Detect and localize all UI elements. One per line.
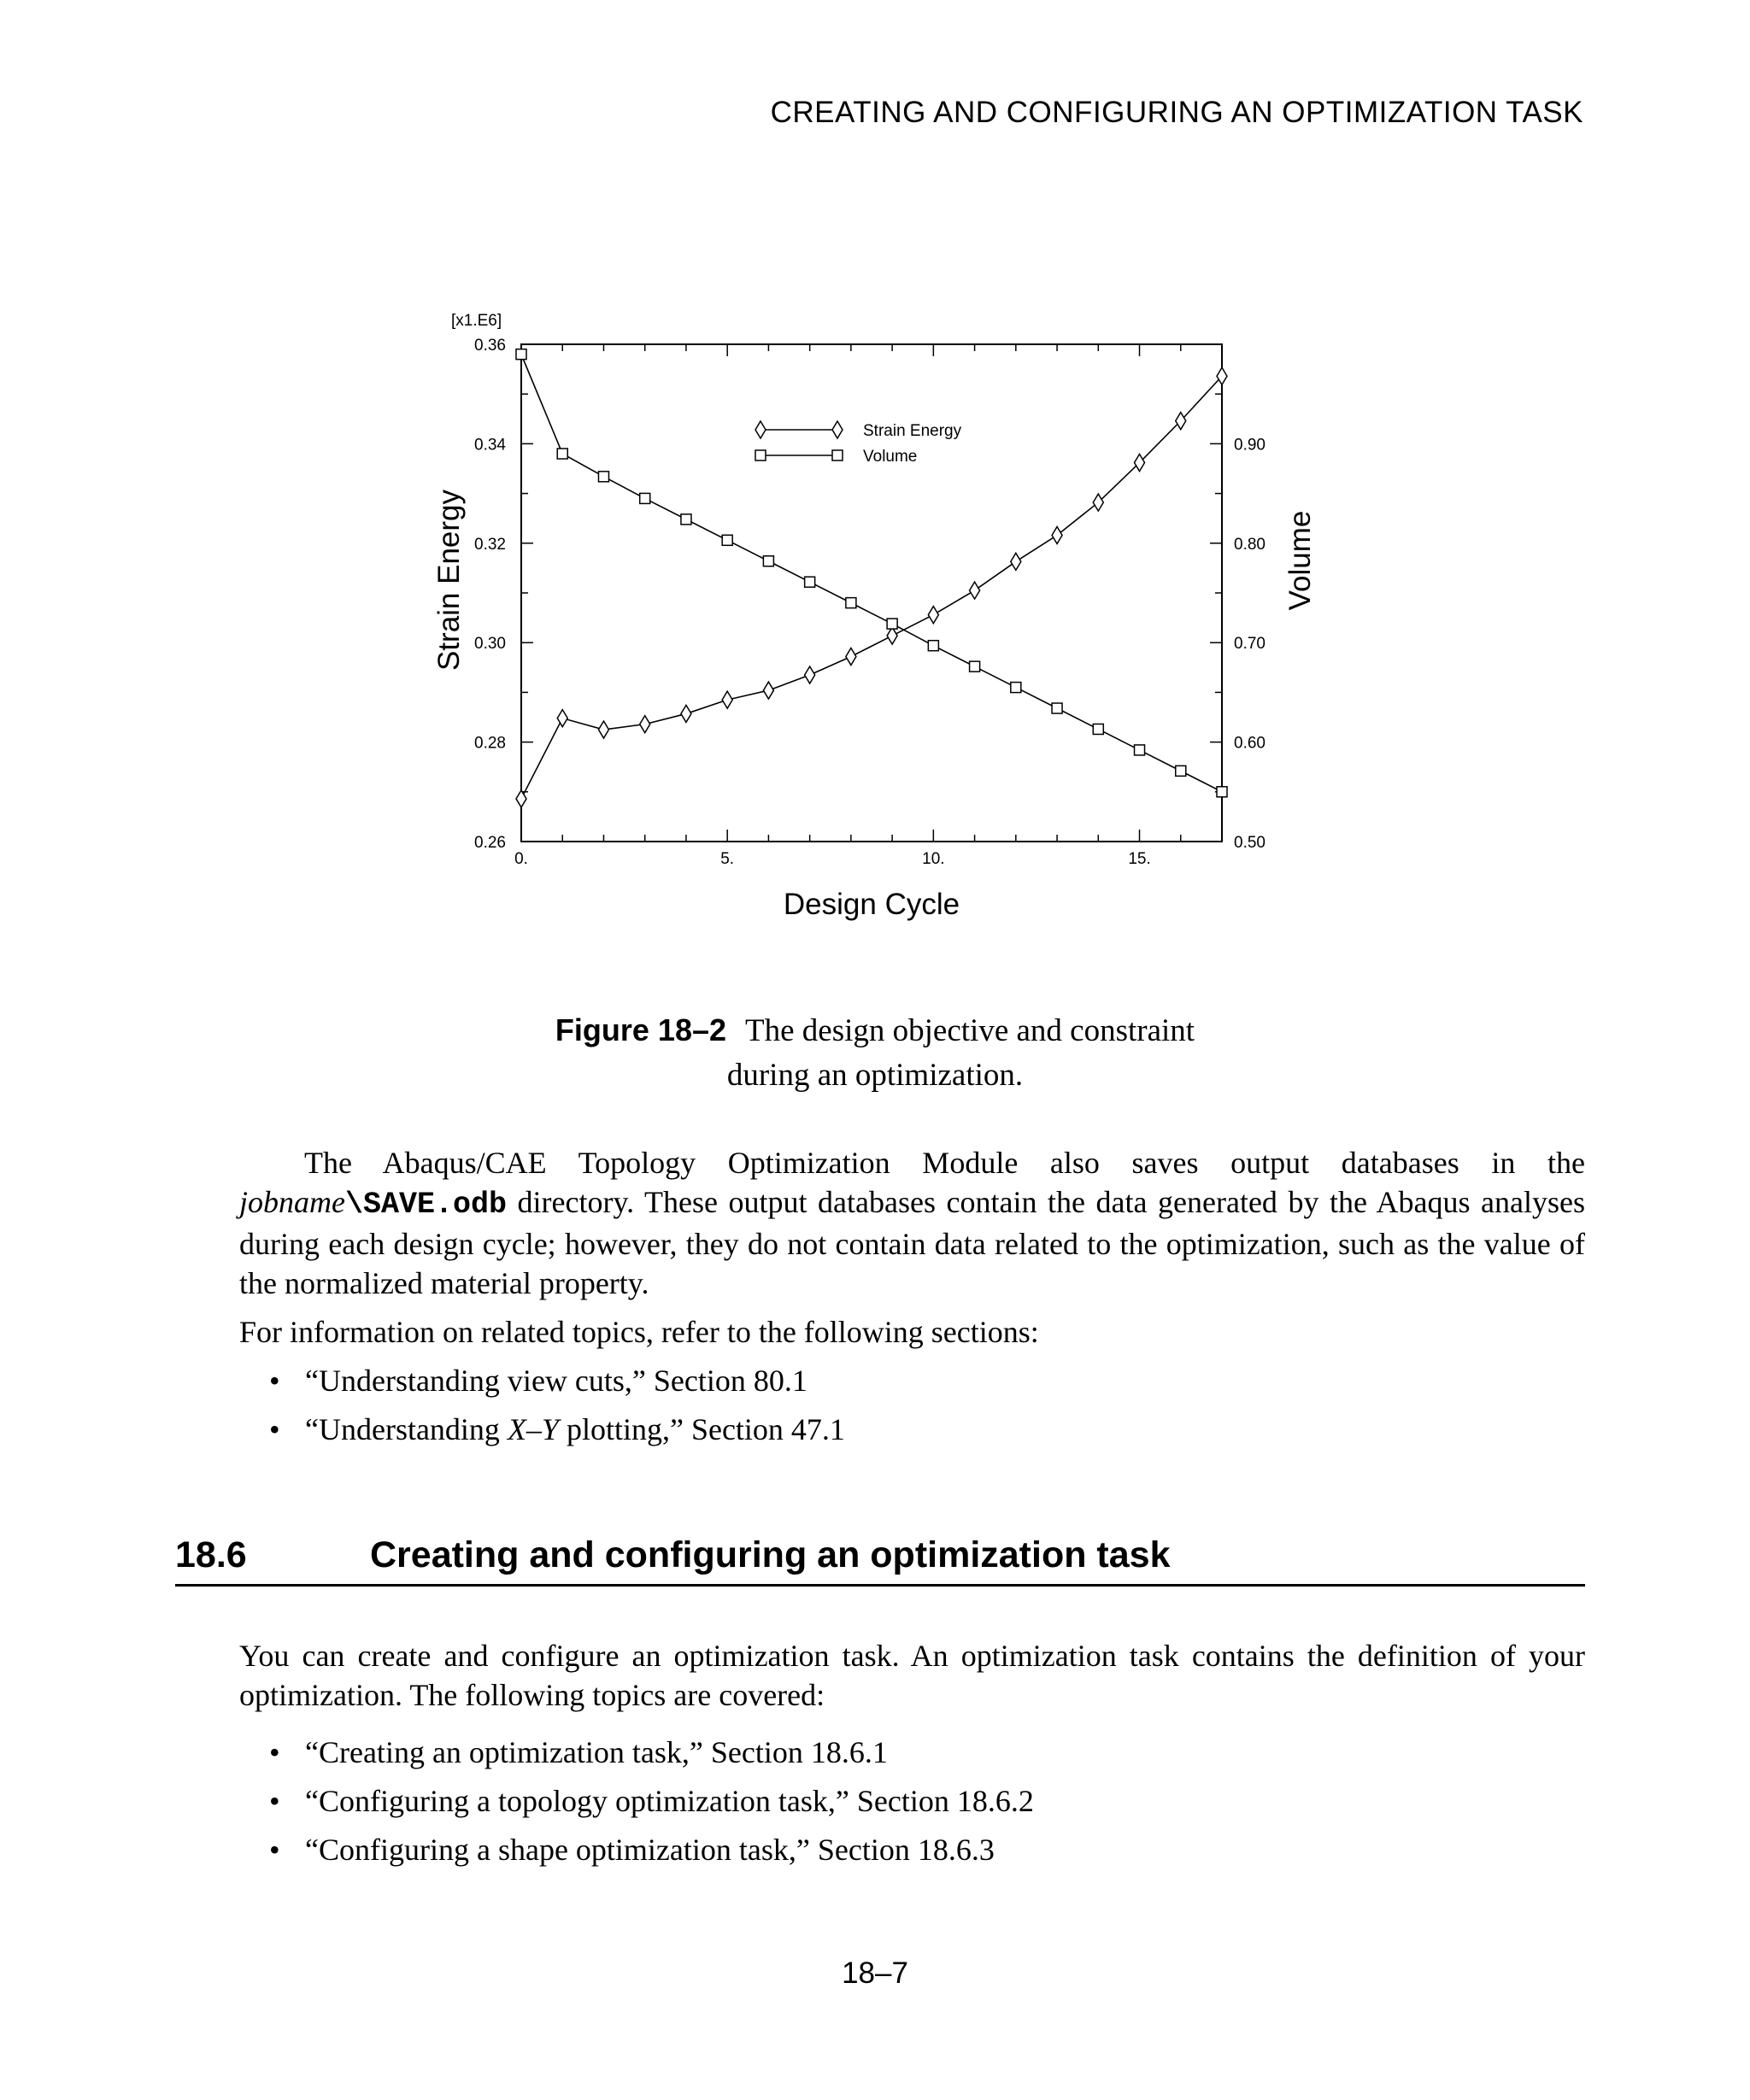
strain-energy-point bbox=[763, 682, 773, 699]
list-item bbox=[269, 1781, 1034, 1830]
volume-point bbox=[681, 514, 691, 525]
volume-point bbox=[887, 619, 897, 629]
y-right-tick-label: 0.80 bbox=[1234, 535, 1266, 554]
y-right-tick-label: 0.50 bbox=[1234, 834, 1266, 852]
list-item bbox=[269, 1361, 845, 1410]
y-axis-title: Strain Energy bbox=[432, 489, 466, 672]
legend-strain-energy-label: Strain Energy bbox=[863, 422, 962, 440]
x-tick-label: 5. bbox=[720, 850, 735, 868]
volume-point bbox=[928, 641, 938, 651]
strain-energy-point bbox=[970, 582, 980, 599]
y-tick-label: 0.36 bbox=[474, 337, 506, 355]
y-tick-label: 0.28 bbox=[474, 734, 506, 753]
list-item bbox=[269, 1410, 845, 1458]
volume-point bbox=[1176, 766, 1186, 776]
volume-point bbox=[763, 556, 773, 566]
strain-energy-volume-chart bbox=[419, 303, 1359, 936]
strain-energy-point bbox=[1217, 367, 1227, 384]
volume-point bbox=[598, 472, 608, 482]
related-topics-list bbox=[269, 1361, 845, 1458]
volume-point bbox=[1011, 683, 1021, 693]
page-number: 18–7 bbox=[842, 1956, 908, 1990]
volume-point bbox=[846, 598, 856, 608]
y-right-axis-title: Volume bbox=[1283, 510, 1317, 611]
legend-square-icon bbox=[832, 450, 843, 460]
paragraph-output-databases bbox=[239, 1143, 1585, 1303]
save-odb-code: \SAVE.odb bbox=[344, 1188, 508, 1222]
strain-energy-point bbox=[1011, 553, 1021, 570]
strain-energy-point bbox=[598, 721, 608, 738]
section-topics-list bbox=[269, 1733, 1034, 1879]
related-topics-intro: For information on related topics, refer to the following sections: bbox=[239, 1315, 1039, 1349]
strain-energy-point bbox=[887, 627, 897, 644]
paragraph-text-rest: directory. These output databases contain the data generated by the Abaqus analyses during each design cycle; however, they do not contain data related to the optimization, such as the value of the normalized material property. bbox=[239, 1185, 1585, 1300]
x-tick-label: 0. bbox=[514, 850, 528, 868]
legend-volume-label: Volume bbox=[863, 448, 918, 466]
volume-point bbox=[1052, 703, 1062, 713]
bullet-icon: • bbox=[269, 1364, 280, 1398]
section-heading bbox=[175, 1531, 1585, 1587]
plot-frame bbox=[521, 344, 1222, 842]
volume-point bbox=[1217, 787, 1227, 797]
legend-diamond-icon bbox=[755, 421, 766, 438]
y-tick-label: 0.26 bbox=[474, 834, 506, 852]
y-tick-label: 0.34 bbox=[474, 436, 506, 455]
y-right-tick-label: 0.90 bbox=[1234, 436, 1266, 455]
strain-energy-point bbox=[928, 607, 938, 624]
paragraph-text-start: The Abaqus/CAE Topology Optimization Module also saves output databases in the bbox=[304, 1146, 1585, 1180]
x-axis-title: Design Cycle bbox=[783, 888, 960, 921]
legend-square-icon bbox=[755, 450, 766, 460]
bullet-icon: • bbox=[269, 1735, 280, 1769]
y-right-tick-label: 0.60 bbox=[1234, 734, 1266, 753]
strain-energy-point bbox=[805, 666, 815, 683]
strain-energy-point bbox=[846, 648, 856, 665]
y-tick-label: 0.30 bbox=[474, 635, 506, 654]
x-tick-label: 10. bbox=[922, 850, 945, 868]
caption-line-2: during an optimization. bbox=[726, 1058, 1024, 1093]
strain-energy-point bbox=[640, 716, 650, 733]
jobname-text: jobname bbox=[239, 1185, 345, 1219]
section-intro: You can create and configure an optimization task. An optimization task contains the definition of your optimization. The following topics are covered: bbox=[239, 1639, 1585, 1712]
volume-point bbox=[970, 661, 980, 672]
section-title: Creating and configuring an optimization task bbox=[370, 1534, 1171, 1575]
bullet-icon: • bbox=[269, 1833, 280, 1867]
figure-caption bbox=[0, 1008, 1750, 1098]
volume-point bbox=[557, 449, 567, 459]
volume-point bbox=[722, 535, 732, 545]
reference-link[interactable]: “Understanding view cuts,” Section 80.1 bbox=[305, 1364, 807, 1398]
volume-point bbox=[640, 493, 650, 503]
strain-energy-point bbox=[681, 705, 691, 722]
list-item bbox=[269, 1830, 1034, 1879]
reference-link[interactable]: “Configuring a topology optimization task,” Section 18.6.2 bbox=[305, 1784, 1034, 1818]
running-header: CREATING AND CONFIGURING AN OPTIMIZATION TASK bbox=[770, 96, 1583, 129]
section-number: 18.6 bbox=[175, 1534, 247, 1575]
bullet-icon: • bbox=[269, 1784, 280, 1818]
reference-link[interactable]: “Configuring a shape optimization task,” Section 18.6.3 bbox=[305, 1833, 995, 1867]
volume-point bbox=[1093, 724, 1103, 734]
strain-energy-point bbox=[722, 691, 732, 708]
y-tick-label: 0.32 bbox=[474, 535, 506, 554]
y-multiplier-label: [x1.E6] bbox=[451, 312, 502, 330]
volume-point bbox=[805, 577, 815, 587]
y-right-tick-label: 0.70 bbox=[1234, 635, 1266, 654]
reference-link[interactable]: “Understanding X–Y plotting,” Section 47.1 bbox=[305, 1412, 845, 1446]
volume-point bbox=[1135, 745, 1145, 755]
figure-label: Figure 18–2 bbox=[555, 1012, 727, 1047]
strain-energy-point bbox=[1135, 455, 1145, 472]
list-item bbox=[269, 1733, 1034, 1781]
bullet-icon: • bbox=[269, 1412, 280, 1446]
volume-point bbox=[516, 349, 526, 360]
strain-energy-point bbox=[1176, 413, 1186, 430]
x-tick-label: 15. bbox=[1128, 850, 1151, 868]
legend-diamond-icon bbox=[832, 421, 843, 438]
strain-energy-point bbox=[1052, 526, 1062, 543]
reference-link[interactable]: “Creating an optimization task,” Section 18.6.1 bbox=[305, 1735, 888, 1769]
strain-energy-point bbox=[1093, 494, 1103, 511]
caption-line-1: The design objective and constraint bbox=[745, 1013, 1195, 1048]
